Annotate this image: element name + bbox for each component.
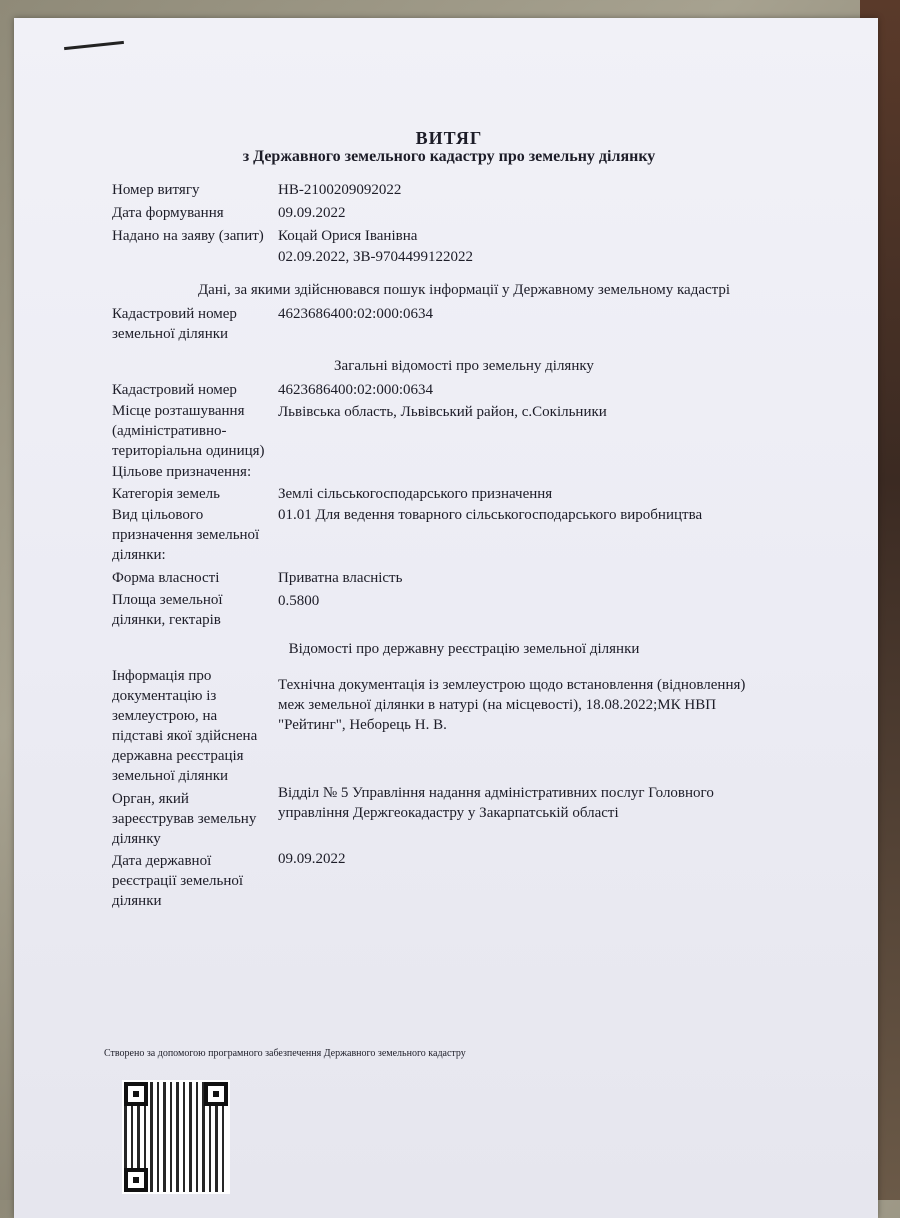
reg-date-label-1: Дата державної: [112, 853, 212, 869]
search-section-heading: Дані, за якими здійснювався пошук інформації у Державному земельному кадастрі: [197, 282, 731, 298]
location-label-3: територіальна одиниця): [112, 443, 265, 459]
request-value: 02.09.2022, ЗВ-9704499122022: [278, 249, 474, 265]
use-label-3: ділянки:: [112, 547, 166, 563]
organ-value-1: Відділ № 5 Управління надання адміністративних послуг Головного: [278, 785, 714, 801]
use-value: 01.01 Для ведення товарного сільськогосподарського виробництва: [278, 507, 703, 523]
search-cadastral-label-2: земельної ділянки: [112, 326, 229, 342]
doc-label-5: державна реєстрація: [112, 748, 244, 764]
doc-label-3: землеустрою, на: [112, 708, 218, 724]
footer-note: Створено за допомогою програмного забезпечення Державного земельного кадастру: [104, 1048, 466, 1059]
doc-value-2: меж земельної ділянки в натурі (на місцевості), 18.08.2022;МК НВП: [278, 697, 717, 713]
extract-date-label: Дата формування: [112, 205, 224, 221]
applicant-value: Коцай Орися Іванівна: [278, 228, 418, 244]
use-label-2: призначення земельної: [112, 527, 260, 543]
doc-value-1: Технічна документація із землеустрою щодо встановлення (відновлення): [278, 677, 746, 693]
general-cadastral-label: Кадастровий номер: [112, 382, 237, 398]
doc-label-6: земельної ділянки: [112, 768, 229, 784]
area-value: 0.5800: [278, 593, 320, 609]
organ-label-1: Орган, який: [112, 791, 189, 807]
doc-label-1: Інформація про: [112, 668, 212, 684]
document-title: ВИТЯГ: [415, 128, 483, 148]
applicant-label: Надано на заяву (запит): [112, 228, 264, 244]
reg-date-value: 09.09.2022: [278, 851, 346, 867]
purpose-label: Цільове призначення:: [112, 464, 252, 480]
doc-value-3: "Рейтинг", Неборець Н. В.: [278, 717, 447, 733]
ownership-label: Форма власності: [112, 570, 220, 586]
reg-date-label-3: ділянки: [112, 893, 162, 909]
extract-date-value: 09.09.2022: [278, 205, 346, 221]
area-label-1: Площа земельної: [112, 592, 223, 608]
organ-label-3: ділянку: [112, 831, 161, 847]
area-label-2: ділянки, гектарів: [112, 612, 221, 628]
category-value: Землі сільськогосподарського призначення: [278, 486, 553, 502]
qr-code-icon: [122, 1080, 230, 1194]
extract-number-label: Номер витягу: [112, 182, 200, 198]
extract-number-value: НВ-2100209092022: [278, 182, 402, 198]
general-cadastral-value: 4623686400:02:000:0634: [278, 382, 434, 398]
doc-label-4: підставі якої здійснена: [112, 728, 258, 744]
location-value: Львівська область, Львівський район, с.Сокільники: [278, 404, 607, 420]
pen-mark: [64, 41, 124, 50]
search-cadastral-label-1: Кадастровий номер: [112, 306, 237, 322]
ownership-value: Приватна власність: [278, 570, 403, 586]
location-label-2: (адміністративно-: [112, 423, 227, 439]
general-section-heading: Загальні відомості про земельну ділянку: [334, 358, 594, 374]
reg-date-label-2: реєстрації земельної: [112, 873, 244, 889]
search-cadastral-value: 4623686400:02:000:0634: [278, 306, 434, 322]
document-subtitle: з Державного земельного кадастру про земельну ділянку: [242, 148, 656, 165]
organ-label-2: зареєстрував земельну: [112, 811, 257, 827]
organ-value-2: управління Держгеокадастру у Закарпатській області: [278, 805, 619, 821]
doc-label-2: документацію із: [112, 688, 217, 704]
location-label-1: Місце розташування: [112, 403, 245, 419]
registration-section-heading: Відомості про державну реєстрацію земельної ділянки: [288, 641, 640, 657]
category-label: Категорія земель: [112, 486, 220, 502]
document-sheet: [14, 18, 878, 1218]
use-label-1: Вид цільового: [112, 507, 204, 523]
